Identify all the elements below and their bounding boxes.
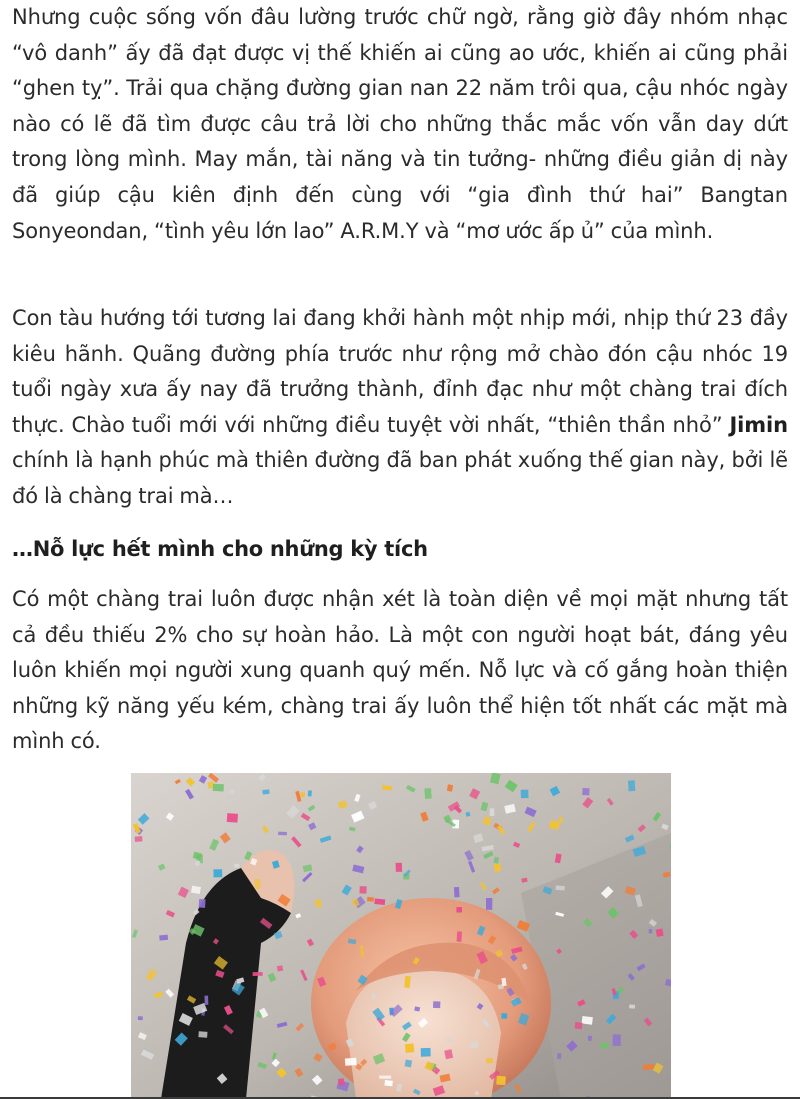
confetti-piece [486,1058,493,1064]
confetti-piece [549,821,559,830]
confetti-piece [198,1031,207,1037]
confetti-piece [384,1080,392,1086]
paragraph-effort: Có một chàng trai luôn được nhận xét là toàn diện về mọi mặt nhưng tất cả đều thiếu 2% cho sự hoàn hảo. Là một con người hoạt bát, đáng yêu luôn khiến mọi người xung quanh quý mến. Nỗ lực và cố gắng hoàn thiện những kỹ năng yếu kém, chàng trai ấy luôn thể hiện tốt nhất các mặt mà mình có. [12,587,788,754]
confetti-piece [629,1005,635,1009]
confetti-piece [613,1034,621,1046]
confetti-piece [359,886,366,893]
confetti-piece [213,784,224,792]
confetti-piece [424,788,431,799]
confetti-piece [396,863,403,872]
confetti-piece [433,1001,440,1008]
paragraph-birthday-text-start: Con tàu hướng tới tương lai đang khởi hành một nhịp mới, nhịp thứ 23 đầy kiêu hãnh. Quãng đường phía trước như rộng mở chào đón cậu nhóc 19 tuổi ngày xưa ấy nay đã trưởng thành, đỉnh đạc như một chàng trai đích thực. Chào tuổi mới với những điều tuyệt vời nhất, “thiên thần nhỏ” [12,306,788,437]
confetti-piece [486,898,492,910]
confetti-piece [490,808,495,816]
article-photo [131,773,671,1099]
confetti-piece [656,928,664,936]
paragraph-birthday-text-end: chính là hạnh phúc mà thiên đường đã ban phát xuống thế gian này, bởi lẽ đó là chàng trai mà… [12,448,788,508]
confetti-piece [582,788,589,795]
confetti-piece [404,976,410,988]
confetti-piece [138,1016,143,1020]
confetti-piece [475,1091,480,1095]
confetti-piece [454,887,460,897]
confetti-piece [234,864,239,868]
confetti-photo-illustration [131,773,671,1099]
confetti-piece [262,789,269,794]
confetti-piece [213,869,222,877]
confetti-piece [457,931,462,941]
confetti-piece [253,972,263,976]
confetti-piece [575,1022,583,1029]
confetti-piece [278,832,287,836]
confetti-piece [628,780,635,791]
confetti-piece [405,1059,413,1067]
confetti-piece [374,899,385,905]
name-highlight: Jimin [729,412,788,437]
confetti-piece [405,1043,414,1053]
confetti-piece [470,1041,479,1048]
section-heading: …Nỗ lực hết mình cho những kỳ tích [12,537,428,561]
confetti-piece [301,792,305,797]
confetti-piece [227,813,238,823]
confetti-piece [501,1013,507,1018]
confetti-piece [555,885,564,890]
confetti-piece [135,836,143,842]
confetti-piece [557,1053,561,1059]
confetti-piece [277,965,283,971]
confetti-piece [588,1036,592,1041]
confetti-piece [456,907,462,912]
face-shape [346,968,501,1099]
confetti-piece [204,996,208,1005]
confetti-piece [421,1048,431,1057]
confetti-piece [345,1058,357,1066]
confetti-piece [521,790,529,799]
paragraph-birthday [12,301,788,515]
confetti-piece [496,1076,506,1085]
confetti-piece [159,935,168,941]
confetti-piece [379,1076,391,1079]
confetti-piece [582,1016,593,1025]
confetti-piece [308,790,312,796]
confetti-piece [494,864,501,872]
confetti-piece [199,899,206,908]
confetti-piece [255,879,261,889]
confetti-piece [367,897,374,902]
paragraph-intro: Nhưng cuộc sống vốn đâu lường trước chữ ngờ, rằng giờ đây nhóm nhạc “vô danh” ấy đã đạt được vị thế khiến ai cũng ao ước, khiến ai cũng phải “ghen tỵ”. Trải qua chặng đường gian nan 22 năm trôi qua, cậu nhóc ngày nào có lẽ đã tìm được câu trả lời cho những thắc mắc vốn vẫn day dứt trong lòng mình. May mắn, tài năng và tin tưởng- những điều giản dị này đã giúp cậu kiên định đến cùng với “gia đình thứ hai” Bangtan Sonyeondan, “tình yêu lớn lao” A.R.M.Y và “mơ ước ấp ủ” của mình. [12,5,788,243]
confetti-piece [649,929,652,933]
